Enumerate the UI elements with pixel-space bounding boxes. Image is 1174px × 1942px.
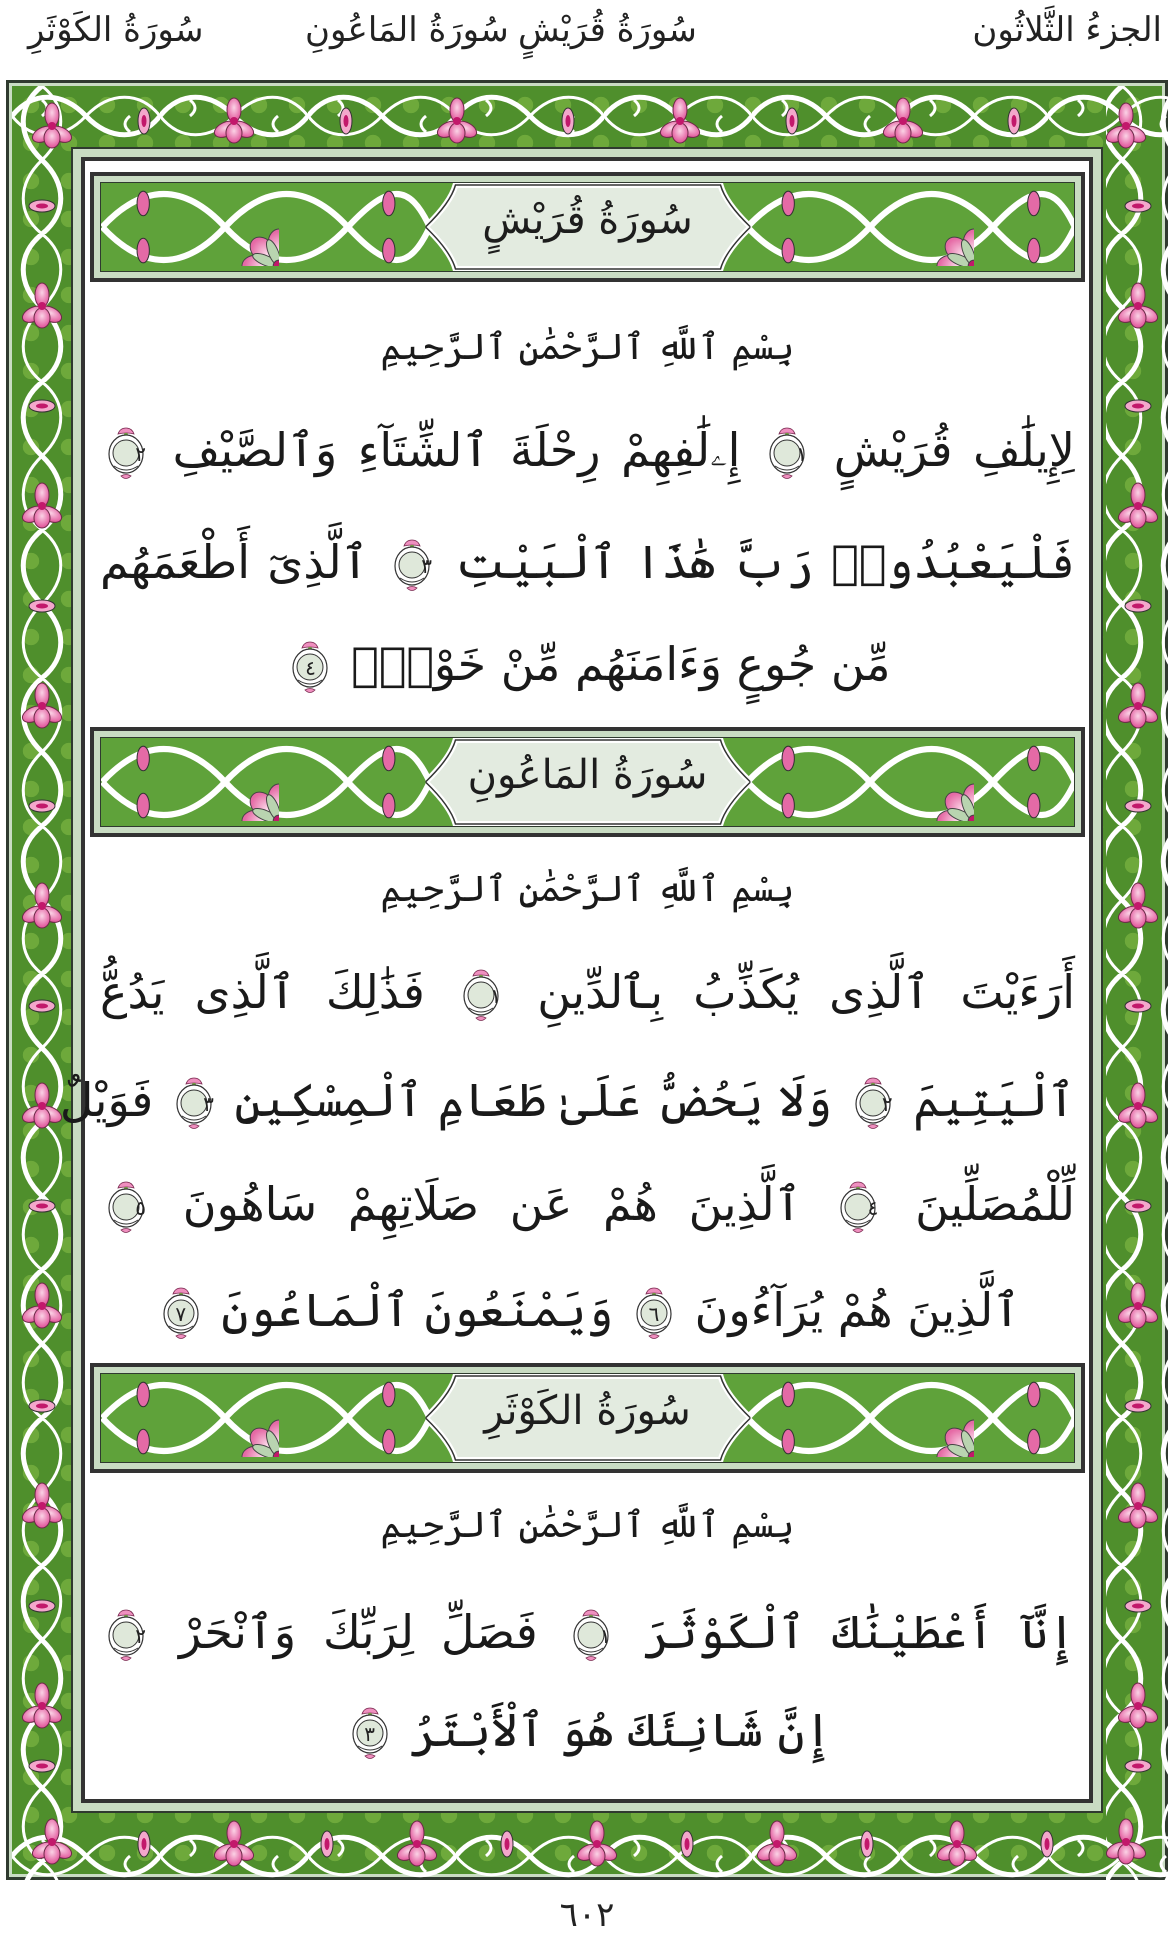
ayah-number: ٣ <box>203 1092 214 1116</box>
verse-text: إِۦلَٰفِهِمْ رِحْلَةَ ٱلشِّتَآءِ وَٱلصَّيْفِ <box>172 423 741 477</box>
verse-text: إِنَّآ أَعْطَيْنَٰكَ ٱلْكَوْثَرَ <box>643 1605 1076 1659</box>
surah-title: سُورَةُ قُرَيْشٍ <box>482 197 693 243</box>
verse-text: فَوَيْلٌ <box>59 1073 154 1127</box>
ayah-number: ٧ <box>175 1302 187 1326</box>
ayah-number: ٢ <box>135 442 146 466</box>
surah-title: سُورَةُ الكَوْثَرِ <box>484 1388 691 1434</box>
verse-text: إِنَّ شَانِئَكَ هُوَ ٱلْأَبْتَرُ <box>410 1703 832 1757</box>
ayah-end-marker <box>767 426 807 482</box>
running-surah-quraysh: سُورَةُ قُرَيْشٍ <box>518 10 697 50</box>
ayah-number: ٦ <box>648 1302 660 1326</box>
ayah-end-marker <box>106 426 146 482</box>
ayah-number: ٥ <box>135 1196 146 1220</box>
ayah-end-marker <box>461 968 501 1024</box>
ayah-number: ٢ <box>881 1092 893 1116</box>
surah-header-kawthar <box>90 1363 1085 1473</box>
verse-text: وَيَمْنَعُونَ ٱلْمَاعُونَ <box>221 1283 614 1337</box>
ayah-number: ١ <box>796 442 808 466</box>
verse-text: وَلَا يَحُضُّ عَلَىٰ طَعَامِ ٱلْمِسْكِينِ <box>234 1073 833 1127</box>
running-surah-maun: سُورَةُ المَاعُونِ <box>305 10 509 50</box>
ayah-end-marker <box>161 1286 201 1342</box>
ayah-number: ٢ <box>135 1624 146 1648</box>
banner-ornament <box>100 737 1075 827</box>
surah-header-maun <box>90 727 1085 837</box>
rosette-icon <box>896 1379 974 1457</box>
verse-text: ٱلَّذِينَ هُمْ يُرَآءُونَ <box>694 1283 1021 1337</box>
rosette-icon <box>201 188 279 266</box>
basmala: بِسْمِ ٱللَّهِ ٱلرَّحْمَٰنِ ٱلرَّحِيمِ <box>380 1505 795 1546</box>
running-surah-kawthar: سُورَةُ الكَوْثَرِ <box>28 10 204 50</box>
ayah-end-marker <box>106 1608 146 1664</box>
ayah-number: ٤ <box>305 656 316 680</box>
surah-title: سُورَةُ المَاعُونِ <box>467 752 708 798</box>
basmala: بِسْمِ ٱللَّهِ ٱلرَّحْمَٰنِ ٱلرَّحِيمِ <box>380 327 795 368</box>
page-number: ٦٠٢ <box>559 1895 615 1935</box>
verse-text: فَصَلِّ لِرَبِّكَ وَٱنْحَرْ <box>179 1605 538 1659</box>
ayah-end-marker <box>838 1180 878 1236</box>
ayah-end-marker <box>634 1286 674 1342</box>
verse-text: لِّلْمُصَلِّينَ <box>915 1177 1076 1231</box>
verse-text: مِّن جُوعٍ وَءَامَنَهُم مِّنْ خَوْفٍۭ <box>351 637 891 691</box>
ayah-end-marker <box>571 1608 611 1664</box>
rosette-icon <box>201 743 279 821</box>
verse-text: ٱلْيَتِيمَ <box>913 1073 1075 1127</box>
ayah-number: ١ <box>599 1624 611 1648</box>
title-cartouche <box>425 183 750 271</box>
ayah-end-marker <box>392 538 432 594</box>
verse-line <box>59 1060 1075 1140</box>
verse-text: ٱلَّذِىٓ أَطْعَمَهُم <box>100 535 369 589</box>
verse-text: أَرَءَيْتَ ٱلَّذِى يُكَذِّبُ بِٱلدِّينِ <box>537 965 1076 1019</box>
rosette-icon <box>896 743 974 821</box>
banner-ornament <box>100 1373 1075 1463</box>
verse-line <box>100 624 1075 704</box>
verse-line <box>100 952 1075 1032</box>
verse-text: لِإِيلَٰفِ قُرَيْشٍ <box>833 423 1076 477</box>
ayah-number: ٣ <box>421 554 432 578</box>
verse-line <box>100 1270 1075 1350</box>
ayah-number: ١ <box>490 984 502 1008</box>
ayah-number: ٤ <box>867 1196 879 1220</box>
verse-line <box>100 410 1075 490</box>
verse-text: فَذَٰلِكَ ٱلَّذِى يَدُعُّ <box>100 965 425 1019</box>
verse-line <box>100 522 1075 602</box>
ayah-end-marker <box>174 1076 214 1132</box>
ayah-end-marker <box>290 640 330 696</box>
ayah-number: ٣ <box>364 1722 375 1746</box>
juz-label: الجزءُ الثَّلاثُون <box>972 10 1162 50</box>
ayah-end-marker <box>350 1706 390 1762</box>
verse-text: ٱلَّذِينَ هُمْ عَن صَلَاتِهِمْ سَاهُونَ <box>182 1177 802 1231</box>
running-header <box>0 0 1174 70</box>
verse-text: فَلْيَعْبُدُوا۟ رَبَّ هَٰذَا ٱلْبَيْتِ <box>455 535 1076 589</box>
title-cartouche <box>425 738 750 826</box>
title-cartouche <box>425 1374 750 1462</box>
surah-header-quraysh <box>90 172 1085 282</box>
verse-line <box>100 1690 1075 1770</box>
ayah-end-marker <box>106 1180 146 1236</box>
verse-line <box>100 1164 1075 1244</box>
rosette-icon <box>896 188 974 266</box>
verse-line <box>100 1592 1075 1672</box>
basmala: بِسْمِ ٱللَّهِ ٱلرَّحْمَٰنِ ٱلرَّحِيمِ <box>380 869 795 910</box>
banner-ornament <box>100 182 1075 272</box>
rosette-icon <box>201 1379 279 1457</box>
ayah-end-marker <box>853 1076 893 1132</box>
